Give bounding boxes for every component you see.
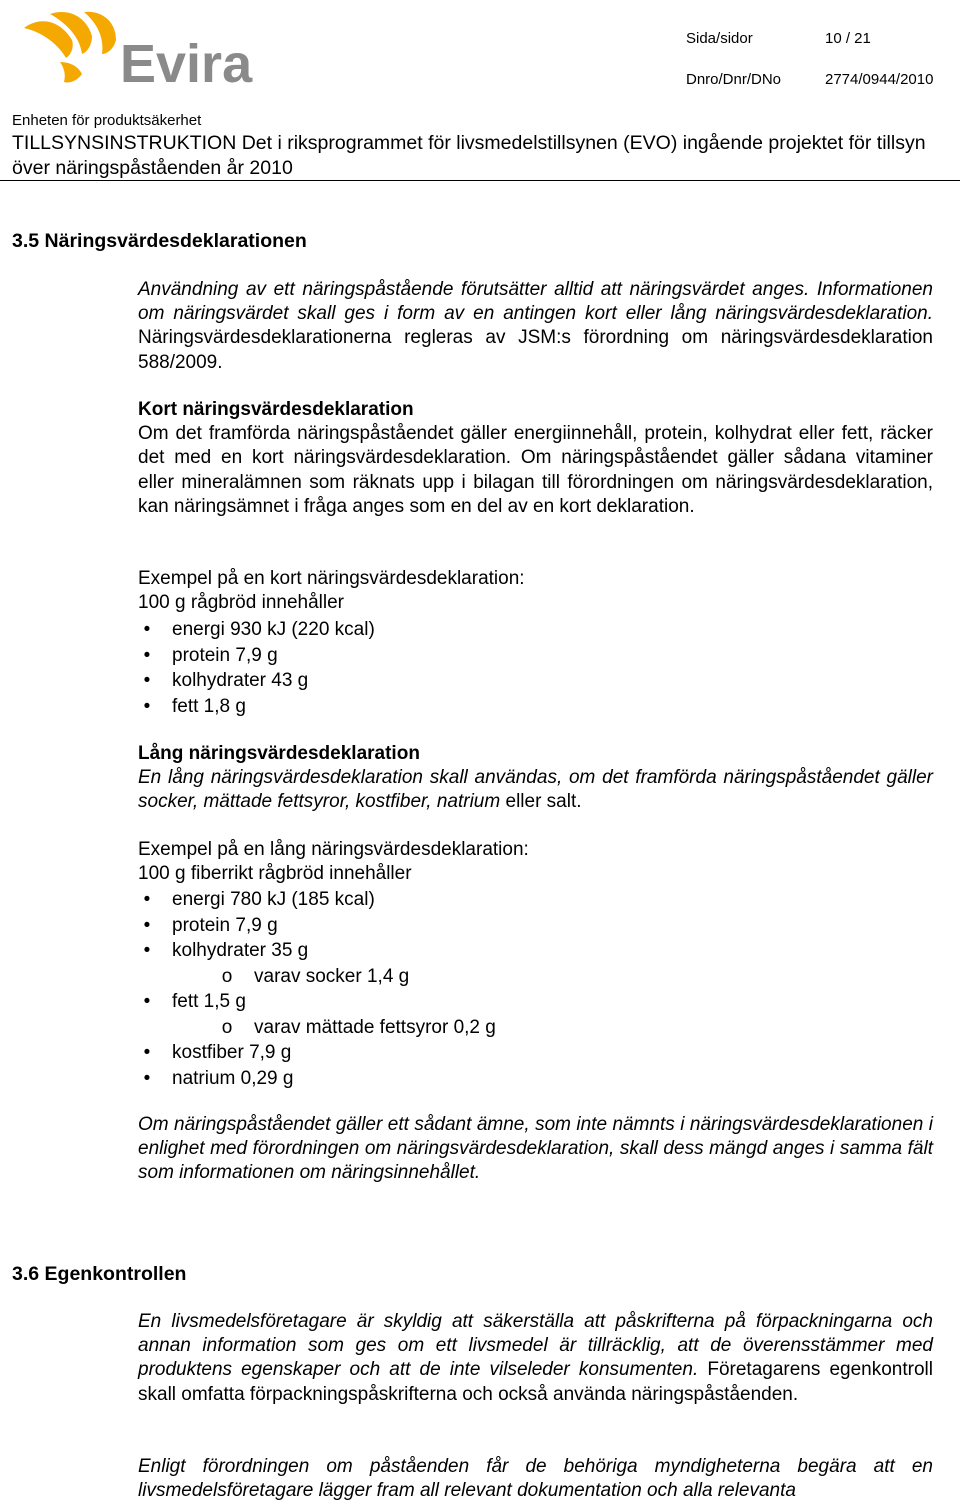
- list-item: [138, 643, 933, 669]
- intro-paragraph: [138, 278, 933, 375]
- list-item-text: energi 780 kJ (185 kcal): [172, 889, 375, 910]
- list-item-text: varav mättade fettsyror 0,2 g: [254, 1016, 496, 1038]
- egenkontroll-paragraph-1: [138, 1310, 933, 1407]
- list-item-text: kostfiber 7,9 g: [172, 1042, 292, 1063]
- closing-paragraph: Om näringspåståendet gäller ett sådant ämne, som inte nämnts i näringsvärdesdeklarationen i enlighet med förordningen om näringsvärdesdeklaration, skall dess mängd anges i samma fält som informationen om näringsinnehållet.: [138, 1114, 933, 1184]
- bullet-icon: •: [143, 914, 151, 936]
- bullet-icon: •: [143, 695, 151, 717]
- list-item-text: energi 930 kJ (220 kcal): [172, 619, 375, 640]
- short-declaration-block: [138, 398, 933, 519]
- sub-list-item: [138, 1015, 933, 1041]
- list-item-text: kolhydrater 35 g: [172, 940, 309, 961]
- unit-name: Enheten för produktsäkerhet: [12, 112, 202, 129]
- logo-rays-icon: [24, 12, 116, 83]
- sub-list-item: [138, 964, 933, 990]
- header-divider: [0, 180, 960, 181]
- short-example-title: Exempel på en kort näringsvärdesdeklaration:: [138, 568, 525, 589]
- bullet-icon: •: [143, 1042, 151, 1063]
- intro-italic: Användning av ett näringspåstående förutsätter alltid att näringsvärdet anges. Informationen om näringsvärdet skall ges i form av en antingen kort eller lång näringsvärdesdeklaration.: [138, 279, 933, 325]
- list-item-text: kolhydrater 43 g: [172, 670, 309, 691]
- sub-bullet-icon: o: [221, 1016, 233, 1038]
- list-item: [138, 1040, 933, 1066]
- long-example-block: [138, 838, 933, 886]
- bullet-icon: •: [143, 644, 151, 666]
- section-heading-3-5: 3.5 Näringsvärdesdeklarationen: [12, 230, 307, 252]
- short-nutrient-list: [138, 617, 933, 719]
- intro-normal: Näringsvärdesdeklarationerna regleras av JSM:s förordning om näringsvärdesdeklaration 588/2009.: [138, 327, 933, 373]
- list-item-text: protein 7,9 g: [172, 914, 278, 936]
- bullet-icon: •: [143, 991, 151, 1012]
- bullet-icon: •: [143, 889, 151, 910]
- long-example-title: Exempel på en lång näringsvärdesdeklaration:: [138, 839, 529, 860]
- logo-wordmark: Evira: [120, 34, 253, 90]
- document-title: TILLSYNSINSTRUKTION Det i riksprogrammet för livsmedelstillsynen (EVO) ingående projektet för tillsyn över näringspåståenden år 2010: [12, 132, 926, 179]
- bullet-icon: •: [143, 940, 151, 961]
- p1-italic: En livsmedelsföretagare är skyldig att säkerställa att påskrifterna på förpackningarna och annan information som ges om ett livsmedel är tillräcklig, att de överensstämmer med produktens egenskaper och att de inte vilseleder konsumenten.: [138, 1311, 933, 1381]
- list-item: [138, 913, 933, 939]
- list-item: [138, 938, 933, 964]
- p1-normal: Företagarens egenkontroll skall omfatta förpackningspåskrifterna och också använda näringspåståenden.: [138, 1359, 933, 1405]
- list-item-text: natrium 0,29 g: [172, 1067, 294, 1089]
- list-item: [138, 617, 933, 643]
- list-item: [138, 668, 933, 694]
- long-text-normal: eller salt.: [500, 791, 582, 813]
- list-item: [138, 1066, 933, 1092]
- list-item-text: fett 1,5 g: [172, 991, 246, 1012]
- list-item: [138, 887, 933, 913]
- list-item-text: protein 7,9 g: [172, 644, 278, 666]
- page-number: 10 / 21: [825, 30, 871, 47]
- page-label: Sida/sidor: [686, 30, 753, 47]
- list-item-text: varav socker 1,4 g: [254, 965, 410, 987]
- list-item: [138, 694, 933, 720]
- long-declaration-block: [138, 742, 933, 815]
- short-declaration-heading: Kort näringsvärdesdeklaration: [138, 399, 414, 420]
- evira-logo: [20, 10, 270, 90]
- section-heading-3-6: 3.6 Egenkontrollen: [12, 1263, 187, 1285]
- short-example-subtitle: 100 g rågbröd innehåller: [138, 592, 344, 614]
- list-item-text: fett 1,8 g: [172, 695, 246, 717]
- bullet-icon: •: [143, 1067, 151, 1089]
- short-example-block: [138, 567, 933, 615]
- page-header: [0, 0, 960, 182]
- sub-bullet-icon: o: [221, 965, 233, 987]
- long-text-italic: En lång näringsvärdesdeklaration skall användas, om det framförda näringspåståendet gäller socker, mättade fettsyror, kostfiber, natrium: [138, 767, 933, 813]
- egenkontroll-paragraph-2: Enligt förordningen om påståenden får de behöriga myndigheterna begära att en livsmedelsföretagare lägger fram all relevant dokumentation och alla relevanta: [138, 1456, 933, 1502]
- long-example-subtitle: 100 g fiberrikt rågbröd innehåller: [138, 863, 412, 885]
- long-declaration-heading: Lång näringsvärdesdeklaration: [138, 743, 420, 764]
- dnr-value: 2774/0944/2010: [825, 71, 934, 88]
- long-nutrient-list: [138, 887, 933, 1091]
- short-declaration-text: Om det framförda näringspåståendet gäller energiinnehåll, protein, kolhydrat eller fett, räcker det med en kort näringsvärdesdeklaration. Om näringspåståendet gäller sådana vitaminer eller mineralämnen som räknats upp i bilagan till förordningen om näringsvärdesdeklaration, kan näringsämnet i fråga anges som en del av en kort deklaration.: [138, 423, 933, 517]
- long-declaration-text: [138, 766, 933, 814]
- bullet-icon: •: [143, 619, 151, 640]
- list-item: [138, 989, 933, 1015]
- dnr-label: Dnro/Dnr/DNo: [686, 71, 782, 88]
- bullet-icon: •: [143, 670, 151, 691]
